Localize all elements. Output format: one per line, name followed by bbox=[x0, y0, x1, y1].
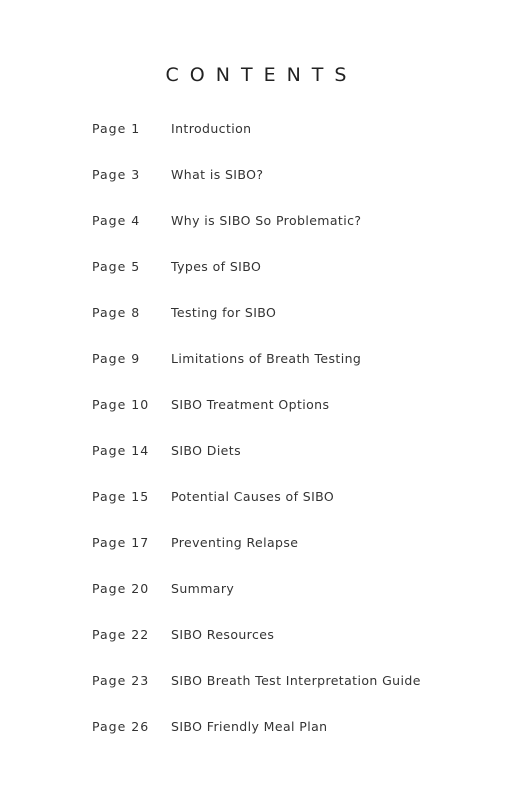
toc-entry bbox=[92, 166, 452, 212]
toc-entry bbox=[92, 580, 452, 626]
toc-entry bbox=[92, 718, 452, 764]
toc-section-title: Potential Causes of SIBO bbox=[171, 489, 335, 504]
toc-page-number: Page 3 bbox=[92, 167, 141, 182]
toc-entry bbox=[92, 534, 452, 580]
toc-page-number: Page 5 bbox=[92, 259, 141, 274]
toc-entry bbox=[92, 304, 452, 350]
toc-entry bbox=[92, 120, 452, 166]
toc-section-title: SIBO Treatment Options bbox=[171, 397, 330, 412]
toc-section-title: Introduction bbox=[171, 121, 252, 136]
toc-entry bbox=[92, 258, 452, 304]
toc-section-title: Preventing Relapse bbox=[171, 535, 299, 550]
toc-section-title: SIBO Resources bbox=[171, 627, 275, 642]
toc-page-number: Page 1 bbox=[92, 121, 141, 136]
toc-section-title: Testing for SIBO bbox=[171, 305, 277, 320]
toc-page-number: Page 15 bbox=[92, 489, 150, 504]
toc-section-title: What is SIBO? bbox=[171, 167, 264, 182]
toc-page-number: Page 22 bbox=[92, 627, 150, 642]
toc-entry bbox=[92, 396, 452, 442]
toc-page-number: Page 8 bbox=[92, 305, 141, 320]
toc-page-number: Page 20 bbox=[92, 581, 150, 596]
toc-section-title: Limitations of Breath Testing bbox=[171, 351, 362, 366]
toc-section-title: Why is SIBO So Problematic? bbox=[171, 213, 362, 228]
table-of-contents bbox=[92, 120, 452, 764]
toc-page-number: Page 10 bbox=[92, 397, 150, 412]
toc-entry bbox=[92, 488, 452, 534]
page-title: CONTENTS bbox=[165, 64, 358, 86]
toc-page-number: Page 14 bbox=[92, 443, 150, 458]
toc-entry bbox=[92, 672, 452, 718]
toc-entry bbox=[92, 350, 452, 396]
toc-section-title: Summary bbox=[171, 581, 235, 596]
toc-section-title: SIBO Breath Test Interpretation Guide bbox=[171, 673, 421, 688]
toc-page-number: Page 17 bbox=[92, 535, 150, 550]
toc-entry bbox=[92, 442, 452, 488]
toc-page-number: Page 23 bbox=[92, 673, 150, 688]
toc-section-title: SIBO Diets bbox=[171, 443, 241, 458]
toc-entry bbox=[92, 626, 452, 672]
toc-page-number: Page 4 bbox=[92, 213, 141, 228]
toc-page-number: Page 9 bbox=[92, 351, 141, 366]
toc-section-title: SIBO Friendly Meal Plan bbox=[171, 719, 328, 734]
toc-section-title: Types of SIBO bbox=[171, 259, 262, 274]
toc-entry bbox=[92, 212, 452, 258]
toc-page-number: Page 26 bbox=[92, 719, 150, 734]
